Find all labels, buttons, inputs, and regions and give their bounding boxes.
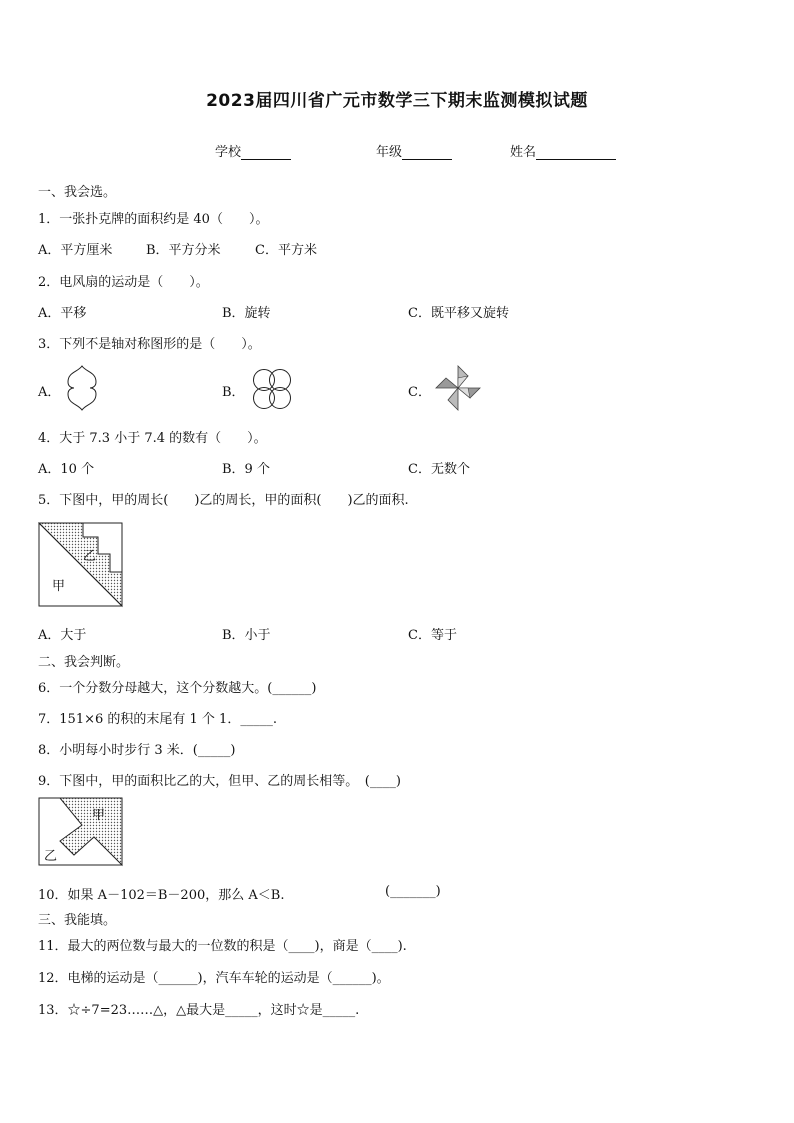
q5-option-b[interactable]: B．小于 bbox=[222, 628, 271, 643]
school-label: 学校 bbox=[215, 145, 242, 160]
question-3-text: 3．下列不是轴对称图形的是（ ）。 bbox=[38, 337, 261, 352]
pinwheel-figure bbox=[434, 364, 482, 412]
four-circles-figure bbox=[249, 367, 295, 411]
q2-option-c[interactable]: C．既平移又旋转 bbox=[408, 306, 509, 321]
grade-field bbox=[376, 141, 452, 160]
q1-option-a[interactable]: A．平方厘米 bbox=[38, 243, 113, 258]
question-7-text: 7．151×6 的积的末尾有 1 个 1．_____. bbox=[38, 712, 277, 727]
q5-staircase-figure bbox=[38, 522, 124, 608]
question-13-text: 13．☆÷7=23……△，△最大是_____，这时☆是_____. bbox=[38, 1003, 360, 1018]
school-field bbox=[215, 141, 291, 160]
q1-option-c[interactable]: C．平方米 bbox=[255, 243, 317, 258]
q1-option-b[interactable]: B．平方分米 bbox=[146, 243, 221, 258]
q4-option-b[interactable]: B．9 个 bbox=[222, 462, 270, 477]
q2-option-a[interactable]: A．平移 bbox=[38, 306, 87, 321]
page-title: 2023届四川省广元市数学三下期末监测模拟试题 bbox=[206, 91, 588, 111]
question-9-text: 9．下图中，甲的面积比乙的大，但甲、乙的周长相等。 (____) bbox=[38, 774, 401, 789]
question-8-text: 8．小明每小时步行 3 米．(_____) bbox=[38, 743, 236, 758]
q2-option-b[interactable]: B．旋转 bbox=[222, 306, 271, 321]
question-11-text: 11．最大的两位数与最大的一位数的积是（____)，商是（____). bbox=[38, 939, 407, 954]
q9-label-jia: 甲 bbox=[92, 808, 106, 823]
section-heading: 二、我会判断。 bbox=[38, 655, 130, 670]
q9-arrow-figure bbox=[38, 797, 124, 867]
question-4-text: 4．大于 7.3 小于 7.4 的数有（ ）。 bbox=[38, 431, 267, 446]
question-6-text: 6．一个分数分母越大，这个分数越大。(______) bbox=[38, 681, 317, 696]
grade-label: 年级 bbox=[376, 145, 403, 160]
question-2-text: 2．电风扇的运动是（ ）。 bbox=[38, 275, 209, 290]
q9-label-yi: 乙 bbox=[44, 849, 58, 864]
name-field bbox=[510, 141, 616, 160]
school-blank[interactable] bbox=[241, 145, 291, 160]
q3-option-b[interactable]: B． bbox=[222, 385, 245, 400]
q4-option-c[interactable]: C．无数个 bbox=[408, 462, 470, 477]
question-10-text: 10．如果 A－102＝B－200，那么 A＜B. bbox=[38, 888, 285, 903]
bulb-shape-figure bbox=[64, 364, 100, 412]
q5-label-yi: 乙 bbox=[83, 549, 97, 564]
q3-option-c[interactable]: C． bbox=[408, 385, 431, 400]
q5-label-jia: 甲 bbox=[52, 579, 66, 594]
question-12-text: 12．电梯的运动是（______)，汽车车轮的运动是（______)。 bbox=[38, 971, 390, 986]
name-blank[interactable] bbox=[536, 145, 616, 160]
section-heading: 一、我会选。 bbox=[38, 185, 117, 200]
section-heading: 三、我能填。 bbox=[38, 913, 117, 928]
name-label: 姓名 bbox=[510, 145, 537, 160]
grade-blank[interactable] bbox=[402, 145, 452, 160]
q4-option-a[interactable]: A．10 个 bbox=[38, 462, 95, 477]
q5-option-a[interactable]: A．大于 bbox=[38, 628, 87, 643]
q5-option-c[interactable]: C．等于 bbox=[408, 628, 457, 643]
question-5-text: 5．下图中，甲的周长( )乙的周长，甲的面积( )乙的面积. bbox=[38, 493, 409, 508]
question-1-text: 1．一张扑克牌的面积约是 40（ ）。 bbox=[38, 212, 269, 227]
question-10-blank[interactable]: (_______) bbox=[385, 884, 441, 899]
q3-option-a[interactable]: A． bbox=[38, 385, 61, 400]
